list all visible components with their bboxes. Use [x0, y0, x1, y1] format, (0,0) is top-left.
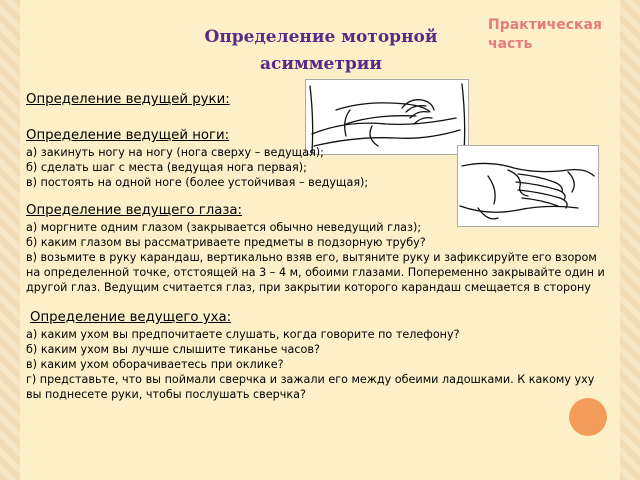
leg-item: в) постоять на одной ноге (более устойчивая – ведущая);: [26, 176, 369, 189]
leg-heading: Определение ведущей ноги:: [26, 128, 230, 143]
corner-label: Практическая часть: [488, 17, 602, 52]
ear-heading: Определение ведущего уха:: [30, 310, 232, 325]
accent-circle-decoration: [569, 398, 607, 436]
eye-item: другой глаз. Ведущим считается глаз, при закрытии которого карандаш смещается в сторону: [26, 281, 591, 294]
ear-item: в) каким ухом оборачиваетесь при оклике?: [26, 358, 284, 371]
eye-heading: Определение ведущего глаза:: [26, 203, 243, 218]
ear-item: б) каким ухом вы лучше слышите тиканье часов?: [26, 343, 320, 356]
leg-item: б) сделать шаг с места (ведущая нога первая);: [26, 161, 307, 174]
leg-item: а) закинуть ногу на ногу (нога сверху – ведущая);: [26, 146, 324, 159]
eye-item: на определенной точке, отстоящей на 3 – 4 м, обоими глазами. Попеременно закрывайте один и: [26, 266, 605, 279]
right-stripe-decoration: [620, 0, 640, 480]
ear-item: г) представьте, что вы поймали сверчка и зажали его между обеими ладошками. К какому уху: [26, 373, 595, 386]
left-stripe-decoration: [0, 0, 20, 480]
hand-heading: Определение ведущей руки:: [26, 92, 230, 107]
ear-item: а) каким ухом вы предпочитаете слушать, когда говорите по телефону?: [26, 328, 460, 341]
slide-title: Определение моторной асимметрии: [204, 27, 438, 74]
ear-item: вы поднесете руки, чтобы послушать сверчка?: [26, 388, 306, 401]
eye-item: в) возьмите в руку карандаш, вертикально взяв его, вытяните руку и зафиксируйте его взором: [26, 251, 597, 264]
eye-item: б) каким глазом вы рассматриваете предметы в подзорную трубу?: [26, 236, 426, 249]
eye-item: а) моргните одним глазом (закрывается обычно неведущий глаз);: [26, 221, 422, 234]
content-body: [26, 91, 616, 402]
